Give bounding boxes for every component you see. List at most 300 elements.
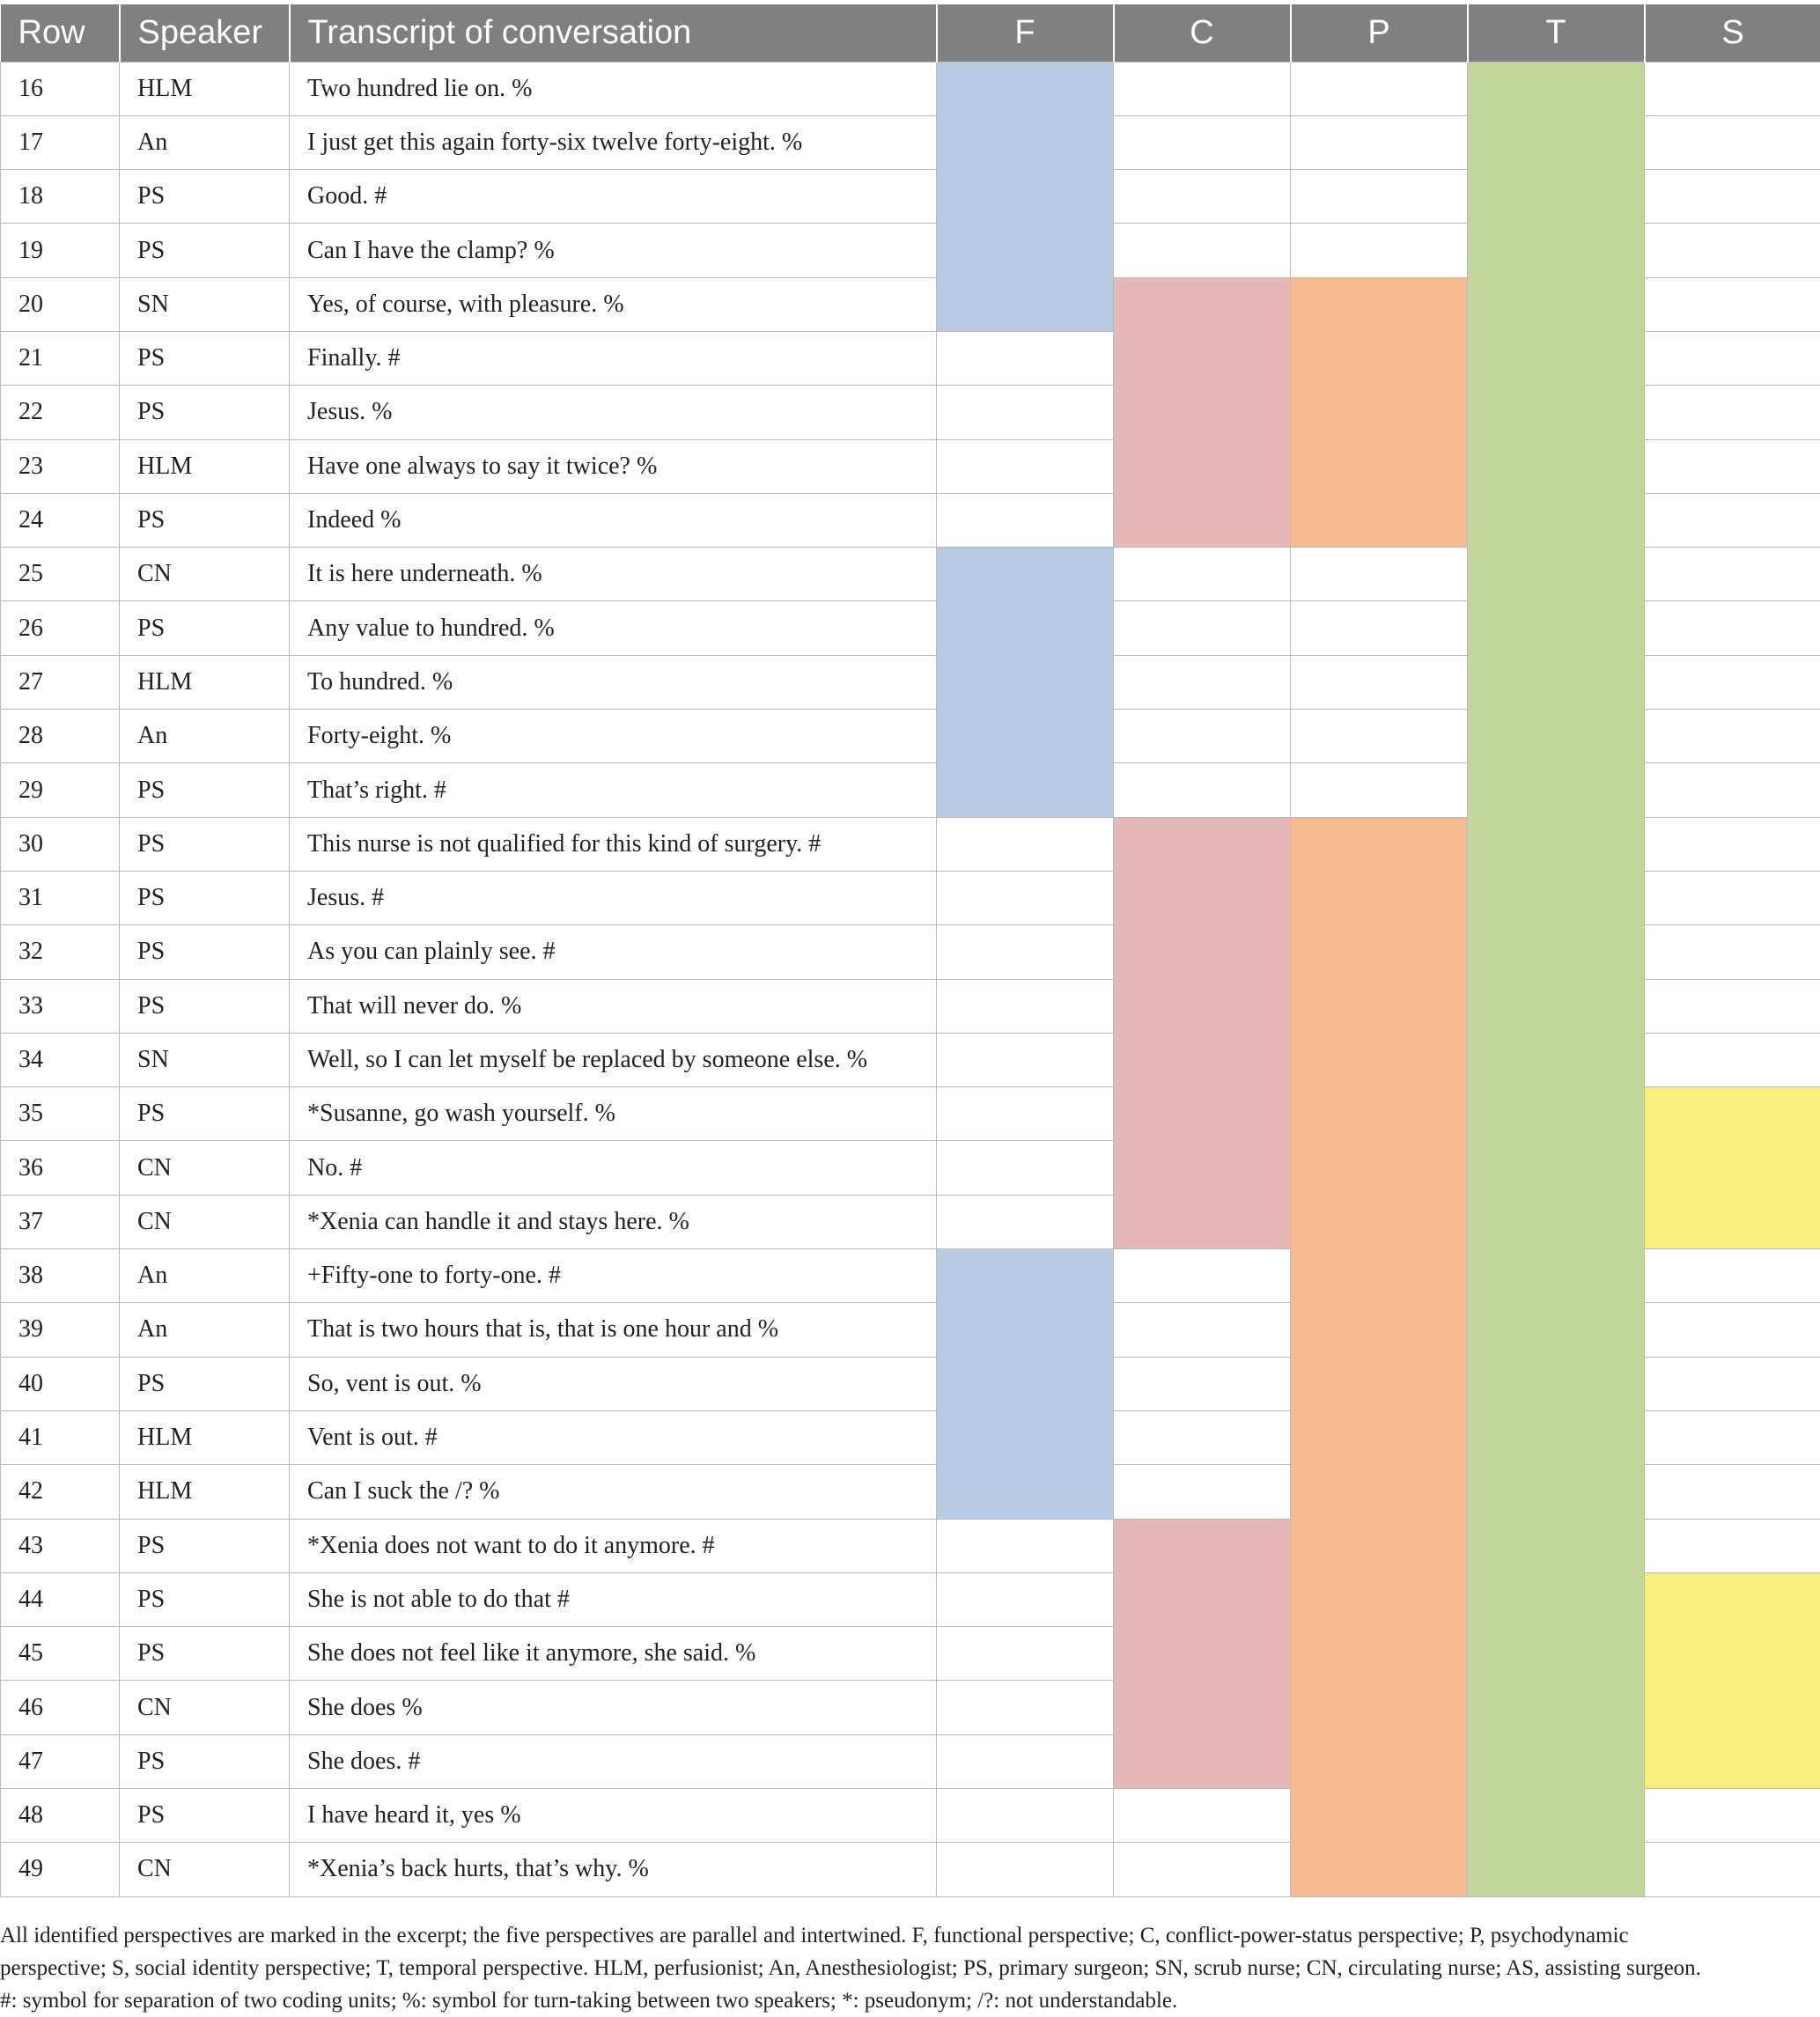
- transcript-cell: That is two hours that is, that is one hour and %: [290, 1303, 937, 1357]
- code-cell-T: [1468, 386, 1645, 439]
- row-number-cell: 26: [1, 601, 120, 655]
- transcript-cell: Indeed %: [290, 493, 937, 547]
- code-cell-S: [1645, 1627, 1820, 1681]
- code-cell-S: [1645, 170, 1820, 224]
- code-cell-T: [1468, 979, 1645, 1033]
- row-number-cell: 41: [1, 1410, 120, 1464]
- code-cell-S: [1645, 1789, 1820, 1843]
- speaker-cell: PS: [120, 1519, 290, 1572]
- code-cell-S: [1645, 439, 1820, 493]
- code-cell-F: [937, 439, 1114, 493]
- code-cell-C: [1114, 979, 1291, 1033]
- code-cell-T: [1468, 1087, 1645, 1141]
- code-cell-C: [1114, 1843, 1291, 1896]
- transcript-cell: She does not feel like it anymore, she said. %: [290, 1627, 937, 1681]
- code-cell-T: [1468, 548, 1645, 601]
- table-row: [1, 1357, 1820, 1410]
- code-cell-T: [1468, 1141, 1645, 1195]
- code-cell-F: [937, 1843, 1114, 1896]
- code-cell-T: [1468, 439, 1645, 493]
- table-row: [1, 115, 1820, 169]
- code-cell-T: [1468, 1249, 1645, 1303]
- row-number-cell: 44: [1, 1572, 120, 1626]
- code-cell-P: [1291, 1087, 1468, 1141]
- transcript-cell: It is here underneath. %: [290, 548, 937, 601]
- code-cell-C: [1114, 1465, 1291, 1519]
- code-cell-T: [1468, 655, 1645, 709]
- table-row: [1, 277, 1820, 331]
- transcript-cell: +Fifty-one to forty-one. #: [290, 1249, 937, 1303]
- transcript-cell: I have heard it, yes %: [290, 1789, 937, 1843]
- code-cell-C: [1114, 710, 1291, 763]
- row-number-cell: 48: [1, 1789, 120, 1843]
- speaker-cell: HLM: [120, 439, 290, 493]
- code-cell-F: [937, 871, 1114, 924]
- table-row: [1, 1249, 1820, 1303]
- code-cell-F: [937, 277, 1114, 331]
- code-cell-C: [1114, 493, 1291, 547]
- transcript-cell: Two hundred lie on. %: [290, 62, 937, 115]
- code-cell-S: [1645, 1141, 1820, 1195]
- speaker-cell: PS: [120, 1572, 290, 1626]
- code-cell-T: [1468, 1303, 1645, 1357]
- speaker-cell: PS: [120, 1789, 290, 1843]
- code-cell-C: [1114, 386, 1291, 439]
- code-cell-T: [1468, 1410, 1645, 1464]
- transcript-cell: Jesus. %: [290, 386, 937, 439]
- code-cell-S: [1645, 1519, 1820, 1572]
- code-cell-F: [937, 1519, 1114, 1572]
- code-cell-C: [1114, 1141, 1291, 1195]
- row-number-cell: 18: [1, 170, 120, 224]
- transcript-cell: That’s right. #: [290, 763, 937, 817]
- row-number-cell: 27: [1, 655, 120, 709]
- row-number-cell: 47: [1, 1734, 120, 1788]
- code-cell-S: [1645, 386, 1820, 439]
- table-row: [1, 1410, 1820, 1464]
- code-cell-P: [1291, 277, 1468, 331]
- table-row: [1, 601, 1820, 655]
- code-cell-F: [937, 1627, 1114, 1681]
- code-cell-C: [1114, 925, 1291, 979]
- code-cell-C: [1114, 1572, 1291, 1626]
- code-cell-F: [937, 170, 1114, 224]
- code-cell-S: [1645, 1465, 1820, 1519]
- row-number-cell: 17: [1, 115, 120, 169]
- transcript-cell: Well, so I can let myself be replaced by someone else. %: [290, 1033, 937, 1086]
- speaker-cell: An: [120, 1303, 290, 1357]
- code-cell-S: [1645, 1357, 1820, 1410]
- code-cell-P: [1291, 1033, 1468, 1086]
- code-cell-F: [937, 655, 1114, 709]
- code-cell-T: [1468, 493, 1645, 547]
- table-row: [1, 763, 1820, 817]
- code-cell-P: [1291, 1681, 1468, 1734]
- code-cell-C: [1114, 817, 1291, 871]
- code-cell-P: [1291, 1195, 1468, 1248]
- code-cell-T: [1468, 710, 1645, 763]
- code-cell-P: [1291, 979, 1468, 1033]
- table-row: [1, 224, 1820, 277]
- code-cell-P: [1291, 925, 1468, 979]
- row-number-cell: 46: [1, 1681, 120, 1734]
- table-footnote: [0, 1919, 1820, 2017]
- table-row: [1, 548, 1820, 601]
- code-cell-S: [1645, 601, 1820, 655]
- code-cell-F: [937, 1572, 1114, 1626]
- speaker-cell: PS: [120, 331, 290, 385]
- footnote-line: perspective; S, social identity perspective; T, temporal perspective. HLM, perfusionist; An, Anesthesiologist; PS, primary surgeon; SN, scrub nurse; CN, circulating nurse; AS, assisting surgeon.: [0, 1956, 1701, 1980]
- transcript-cell: She does. #: [290, 1734, 937, 1788]
- code-cell-F: [937, 817, 1114, 871]
- code-cell-P: [1291, 62, 1468, 115]
- header-code-P: P: [1291, 4, 1468, 62]
- code-cell-F: [937, 763, 1114, 817]
- code-cell-T: [1468, 1195, 1645, 1248]
- code-cell-P: [1291, 1357, 1468, 1410]
- code-cell-T: [1468, 871, 1645, 924]
- code-cell-C: [1114, 601, 1291, 655]
- code-cell-C: [1114, 62, 1291, 115]
- code-cell-F: [937, 493, 1114, 547]
- code-cell-S: [1645, 710, 1820, 763]
- table-row: [1, 1789, 1820, 1843]
- code-cell-F: [937, 386, 1114, 439]
- speaker-cell: CN: [120, 1843, 290, 1896]
- code-cell-C: [1114, 1033, 1291, 1086]
- code-cell-S: [1645, 655, 1820, 709]
- row-number-cell: 35: [1, 1087, 120, 1141]
- transcript-cell: She is not able to do that #: [290, 1572, 937, 1626]
- speaker-cell: An: [120, 710, 290, 763]
- speaker-cell: CN: [120, 1195, 290, 1248]
- code-cell-C: [1114, 1681, 1291, 1734]
- code-cell-S: [1645, 1843, 1820, 1896]
- transcript-cell: Can I have the clamp? %: [290, 224, 937, 277]
- code-cell-T: [1468, 1681, 1645, 1734]
- speaker-cell: PS: [120, 1627, 290, 1681]
- code-cell-F: [937, 1087, 1114, 1141]
- code-cell-T: [1468, 170, 1645, 224]
- speaker-cell: HLM: [120, 655, 290, 709]
- speaker-cell: PS: [120, 224, 290, 277]
- code-cell-P: [1291, 601, 1468, 655]
- transcript-cell: *Xenia’s back hurts, that’s why. %: [290, 1843, 937, 1896]
- table-row: [1, 1087, 1820, 1141]
- code-cell-S: [1645, 925, 1820, 979]
- speaker-cell: SN: [120, 1033, 290, 1086]
- code-cell-P: [1291, 1141, 1468, 1195]
- code-cell-P: [1291, 1465, 1468, 1519]
- code-cell-P: [1291, 331, 1468, 385]
- transcript-cell: Jesus. #: [290, 871, 937, 924]
- row-number-cell: 33: [1, 979, 120, 1033]
- code-cell-C: [1114, 1734, 1291, 1788]
- code-cell-P: [1291, 1843, 1468, 1896]
- code-cell-C: [1114, 1249, 1291, 1303]
- code-cell-C: [1114, 1627, 1291, 1681]
- transcript-cell: She does %: [290, 1681, 937, 1734]
- code-cell-P: [1291, 548, 1468, 601]
- code-cell-T: [1468, 1572, 1645, 1626]
- code-cell-F: [937, 1249, 1114, 1303]
- table-row: [1, 1843, 1820, 1896]
- transcript-cell: Any value to hundred. %: [290, 601, 937, 655]
- code-cell-S: [1645, 62, 1820, 115]
- speaker-cell: PS: [120, 1087, 290, 1141]
- header-code-T: T: [1468, 4, 1645, 62]
- code-cell-F: [937, 601, 1114, 655]
- code-cell-P: [1291, 710, 1468, 763]
- transcript-cell: Vent is out. #: [290, 1410, 937, 1464]
- table-row: [1, 1303, 1820, 1357]
- transcript-cell: This nurse is not qualified for this kind of surgery. #: [290, 817, 937, 871]
- code-cell-S: [1645, 277, 1820, 331]
- code-cell-S: [1645, 1572, 1820, 1626]
- table-row: [1, 817, 1820, 871]
- transcript-cell: *Xenia can handle it and stays here. %: [290, 1195, 937, 1248]
- speaker-cell: SN: [120, 277, 290, 331]
- row-number-cell: 36: [1, 1141, 120, 1195]
- code-cell-T: [1468, 62, 1645, 115]
- row-number-cell: 40: [1, 1357, 120, 1410]
- table-row: [1, 1141, 1820, 1195]
- table-row: [1, 62, 1820, 115]
- row-number-cell: 30: [1, 817, 120, 871]
- table-row: [1, 493, 1820, 547]
- table-row: [1, 1195, 1820, 1248]
- code-cell-P: [1291, 493, 1468, 547]
- code-cell-S: [1645, 548, 1820, 601]
- speaker-cell: HLM: [120, 1465, 290, 1519]
- transcript-cell: *Susanne, go wash yourself. %: [290, 1087, 937, 1141]
- code-cell-F: [937, 331, 1114, 385]
- code-cell-C: [1114, 1195, 1291, 1248]
- code-cell-P: [1291, 1303, 1468, 1357]
- code-cell-T: [1468, 601, 1645, 655]
- code-cell-C: [1114, 763, 1291, 817]
- row-number-cell: 22: [1, 386, 120, 439]
- speaker-cell: PS: [120, 386, 290, 439]
- table-header-row: [1, 4, 1820, 62]
- row-number-cell: 16: [1, 62, 120, 115]
- transcript-cell: Have one always to say it twice? %: [290, 439, 937, 493]
- code-cell-P: [1291, 871, 1468, 924]
- table-row: [1, 1572, 1820, 1626]
- transcript-cell: To hundred. %: [290, 655, 937, 709]
- speaker-cell: CN: [120, 1681, 290, 1734]
- header-code-S: S: [1645, 4, 1820, 62]
- code-cell-T: [1468, 1357, 1645, 1410]
- header-speaker: Speaker: [120, 4, 290, 62]
- header-code-F: F: [937, 4, 1114, 62]
- code-cell-C: [1114, 439, 1291, 493]
- code-cell-P: [1291, 1627, 1468, 1681]
- code-cell-S: [1645, 1249, 1820, 1303]
- code-cell-C: [1114, 655, 1291, 709]
- row-number-cell: 45: [1, 1627, 120, 1681]
- code-cell-P: [1291, 224, 1468, 277]
- table-row: [1, 1519, 1820, 1572]
- transcript-cell: Good. #: [290, 170, 937, 224]
- code-cell-C: [1114, 1519, 1291, 1572]
- code-cell-T: [1468, 1789, 1645, 1843]
- code-cell-F: [937, 62, 1114, 115]
- transcript-cell: *Xenia does not want to do it anymore. #: [290, 1519, 937, 1572]
- row-number-cell: 24: [1, 493, 120, 547]
- code-cell-T: [1468, 1519, 1645, 1572]
- row-number-cell: 29: [1, 763, 120, 817]
- speaker-cell: PS: [120, 1357, 290, 1410]
- code-cell-T: [1468, 1627, 1645, 1681]
- code-cell-P: [1291, 655, 1468, 709]
- code-cell-F: [937, 1141, 1114, 1195]
- row-number-cell: 23: [1, 439, 120, 493]
- code-cell-S: [1645, 331, 1820, 385]
- code-cell-F: [937, 548, 1114, 601]
- code-cell-S: [1645, 115, 1820, 169]
- code-cell-C: [1114, 871, 1291, 924]
- speaker-cell: HLM: [120, 1410, 290, 1464]
- code-cell-F: [937, 925, 1114, 979]
- transcript-cell: Forty-eight. %: [290, 710, 937, 763]
- code-cell-C: [1114, 331, 1291, 385]
- transcript-cell: Yes, of course, with pleasure. %: [290, 277, 937, 331]
- code-cell-S: [1645, 493, 1820, 547]
- speaker-cell: PS: [120, 170, 290, 224]
- speaker-cell: PS: [120, 493, 290, 547]
- code-cell-P: [1291, 817, 1468, 871]
- speaker-cell: CN: [120, 1141, 290, 1195]
- code-cell-S: [1645, 817, 1820, 871]
- code-cell-F: [937, 1734, 1114, 1788]
- footnote-line: All identified perspectives are marked in the excerpt; the five perspectives are parallel and intertwined. F, functional perspective; C, conflict-power-status perspective; P, psychodynamic: [0, 1924, 1629, 1947]
- code-cell-P: [1291, 1572, 1468, 1626]
- speaker-cell: PS: [120, 763, 290, 817]
- code-cell-P: [1291, 1410, 1468, 1464]
- code-cell-S: [1645, 1087, 1820, 1141]
- row-number-cell: 28: [1, 710, 120, 763]
- code-cell-C: [1114, 115, 1291, 169]
- code-cell-S: [1645, 1303, 1820, 1357]
- table-row: [1, 871, 1820, 924]
- code-cell-T: [1468, 1465, 1645, 1519]
- code-cell-F: [937, 224, 1114, 277]
- table-row: [1, 979, 1820, 1033]
- code-cell-F: [937, 1410, 1114, 1464]
- code-cell-C: [1114, 224, 1291, 277]
- code-cell-P: [1291, 763, 1468, 817]
- code-cell-F: [937, 710, 1114, 763]
- speaker-cell: An: [120, 1249, 290, 1303]
- table-row: [1, 386, 1820, 439]
- table-row: [1, 170, 1820, 224]
- code-cell-C: [1114, 1410, 1291, 1464]
- speaker-cell: HLM: [120, 62, 290, 115]
- table-row: [1, 439, 1820, 493]
- speaker-cell: PS: [120, 601, 290, 655]
- row-number-cell: 38: [1, 1249, 120, 1303]
- code-cell-F: [937, 1465, 1114, 1519]
- table-row: [1, 1627, 1820, 1681]
- code-cell-F: [937, 1303, 1114, 1357]
- code-cell-F: [937, 1033, 1114, 1086]
- code-cell-T: [1468, 115, 1645, 169]
- row-number-cell: 42: [1, 1465, 120, 1519]
- code-cell-F: [937, 979, 1114, 1033]
- code-cell-C: [1114, 1789, 1291, 1843]
- code-cell-S: [1645, 1734, 1820, 1788]
- code-cell-S: [1645, 1681, 1820, 1734]
- code-cell-C: [1114, 277, 1291, 331]
- table-row: [1, 1681, 1820, 1734]
- transcript-cell: Can I suck the /? %: [290, 1465, 937, 1519]
- code-cell-S: [1645, 224, 1820, 277]
- code-cell-T: [1468, 925, 1645, 979]
- row-number-cell: 43: [1, 1519, 120, 1572]
- row-number-cell: 37: [1, 1195, 120, 1248]
- code-cell-S: [1645, 1410, 1820, 1464]
- code-cell-S: [1645, 763, 1820, 817]
- header-row-number: Row: [1, 4, 120, 62]
- code-cell-T: [1468, 331, 1645, 385]
- table-row: [1, 925, 1820, 979]
- row-number-cell: 31: [1, 871, 120, 924]
- header-code-C: C: [1114, 4, 1291, 62]
- code-cell-S: [1645, 871, 1820, 924]
- code-cell-S: [1645, 979, 1820, 1033]
- code-cell-P: [1291, 170, 1468, 224]
- row-number-cell: 20: [1, 277, 120, 331]
- transcript-cell: Finally. #: [290, 331, 937, 385]
- row-number-cell: 21: [1, 331, 120, 385]
- speaker-cell: PS: [120, 1734, 290, 1788]
- code-cell-T: [1468, 1033, 1645, 1086]
- table-row: [1, 1734, 1820, 1788]
- transcript-cell: I just get this again forty-six twelve forty-eight. %: [290, 115, 937, 169]
- speaker-cell: PS: [120, 871, 290, 924]
- code-cell-C: [1114, 170, 1291, 224]
- code-cell-P: [1291, 386, 1468, 439]
- row-number-cell: 34: [1, 1033, 120, 1086]
- code-cell-C: [1114, 1303, 1291, 1357]
- table-row: [1, 1033, 1820, 1086]
- row-number-cell: 19: [1, 224, 120, 277]
- transcript-cell: No. #: [290, 1141, 937, 1195]
- transcript-table: [0, 4, 1820, 1897]
- speaker-cell: CN: [120, 548, 290, 601]
- code-cell-F: [937, 1789, 1114, 1843]
- speaker-cell: PS: [120, 979, 290, 1033]
- code-cell-P: [1291, 439, 1468, 493]
- row-number-cell: 49: [1, 1843, 120, 1896]
- code-cell-T: [1468, 1734, 1645, 1788]
- speaker-cell: PS: [120, 817, 290, 871]
- row-number-cell: 39: [1, 1303, 120, 1357]
- code-cell-C: [1114, 548, 1291, 601]
- row-number-cell: 25: [1, 548, 120, 601]
- table-row: [1, 1465, 1820, 1519]
- header-transcript: Transcript of conversation: [290, 4, 937, 62]
- code-cell-P: [1291, 1734, 1468, 1788]
- code-cell-P: [1291, 1789, 1468, 1843]
- footnote-line: #: symbol for separation of two coding units; %: symbol for turn-taking between two speakers; *: pseudonym; /?: not understandable.: [0, 1989, 1178, 2013]
- code-cell-T: [1468, 224, 1645, 277]
- code-cell-T: [1468, 1843, 1645, 1896]
- code-cell-S: [1645, 1195, 1820, 1248]
- table-body: [1, 62, 1820, 1896]
- code-cell-P: [1291, 1249, 1468, 1303]
